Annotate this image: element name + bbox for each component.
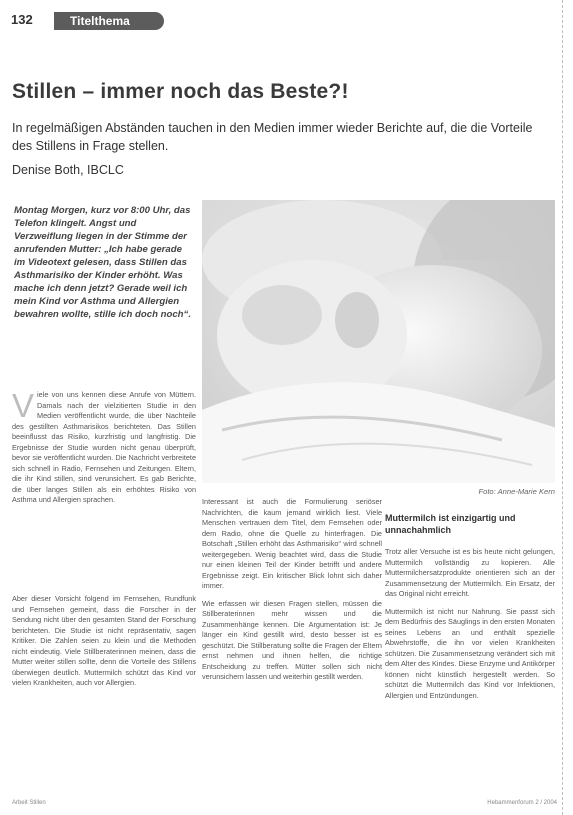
body-paragraph: Wie erfassen wir diesen Fragen stellen, müssen die Stillberaterinnen mehr wissen und die Zusammenhänge kennen. Die Argumentation ist: Je länger ein Kind gestillt wird, desto besser ist es geschützt. Die Stillberatung sollte die Fragen der Eltern ernst nehmen und ihnen helfen, die richtige Entscheidung zu treffen. Mütter sollen sich nicht verunsichern lassen und weiterhin gestillt werden. (202, 598, 382, 681)
drop-cap: V (12, 387, 35, 424)
body-paragraph: Aber dieser Vorsicht folgend im Fernsehen, Rundfunk und Fernsehen gemeint, dass die Forscher in der Sendung nicht über den gesamten Stand der Forschung berichteten. Die Studie ist nicht repräsentativ, sagen Kritiker. Die Zahlen seien zu klein und die Methoden nicht eindeutig. Viele Stillberaterinnen meinen, dass die Mutter weiter stillen sollte, denn die Vorteile des Stillens überwiegen deutlich. Muttermilch schützt das Kind vor vielen Krankheiten, auch vor Allergien. (12, 594, 196, 687)
body-paragraph: Interessant ist auch die Formulierung seriöser Nachrichten, die kaum jemand wirklich liest. Viele Menschen vertrauen dem Titel, dem Fernsehen oder dem Radio, ohne die Quelle zu hinterfragen. Die Botschaft „Stillen erhöht das Asthmarisiko“ wird schnell weitergegeben. Wenig beachtet wird, dass die Studie nur einen kleinen Teil der Kinder betrifft und andere Ergebnisse zeigt. Ein kritischer Blick lohnt sich daher immer. (202, 497, 382, 590)
breastfeeding-photo (202, 200, 555, 483)
body-paragraph: iele von uns kennen diese Anrufe von Müttern. Damals nach der vielzitierten Studie in den Medien veröffentlicht wurde, die über Nachteile des gestillten Asthmarisikos berichteten. Das Stillen beeinflusst das Risiko, kurzfristig und langfristig. Die Ergebnisse der Studie wurden nicht genau überprüft, bevor sie veröffentlicht wurden. Die Nachricht verbreitete sich schnell in Radio, Fernsehen und Zeitungen. Eltern, die ihr Kind stillen, sind verunsichert. Es gab Berichte, die über langes Stillen als ein erhöhtes Risiko von Asthma und Allergien sprachen. (12, 390, 196, 504)
footer-left: Arbeit Stillen (12, 800, 46, 806)
article-intro: Montag Morgen, kurz vor 8:00 Uhr, das Telefon klingelt. Angst und Verzweiflung liegen in der Stimme der anrufenden Mutter: „Ich habe gerade im Videotext gelesen, dass Stillen das Asthmarisiko der Kinder erhöht. Was mache ich denn jetzt? Gerade weil ich mein Kind vor Asthma und Allergien bewahren wollte, stille ich doch noch“. (14, 205, 191, 320)
sidebar-column (385, 547, 555, 708)
page-edge-line (562, 0, 563, 815)
article-lead: In regelmäßigen Abständen tauchen in den Medien immer wieder Berichte auf, die die Vorteile des Stillens in Frage stellen. (12, 121, 533, 153)
sidebar-heading: Muttermilch ist einzigartig und unnachahmlich (385, 513, 516, 535)
body-column-1 (12, 387, 196, 506)
body-paragraph: Trotz aller Versuche ist es bis heute nicht gelungen, Muttermilch vollständig zu kopieren. Alle Muttermilchersatzprodukte orientieren sich an der Zusammensetzung der Muttermilch. Ein Ersatz, der das Original nicht erreicht. (385, 547, 555, 598)
body-column-2 (202, 497, 382, 690)
footer-right: Hebammenforum 2 / 2004 (487, 800, 557, 806)
page-number: 132 (11, 12, 33, 27)
photo-credit: Foto: Anne-Marie Kern (478, 487, 555, 496)
article-author: Denise Both, IBCLC (12, 163, 124, 177)
article-title: Stillen – immer noch das Beste?! (12, 80, 349, 103)
body-column-1-continued (12, 594, 196, 689)
body-paragraph: Muttermilch ist nicht nur Nahrung. Sie passt sich dem Bedürfnis des Säuglings in den ersten Monaten seines Lebens an und enthält spezielle Abwehrstoffe, die ihn vor vielen Krankheiten schützen. Die Zusammensetzung verändert sich mit dem Alter des Kindes. Diese Enzyme und Antikörper können nicht künstlich hergestellt werden. So schützt die Muttermilch das Kind vor Infektionen, Allergien und Entzündungen. (385, 606, 555, 700)
section-tab: Titelthema (54, 12, 164, 30)
